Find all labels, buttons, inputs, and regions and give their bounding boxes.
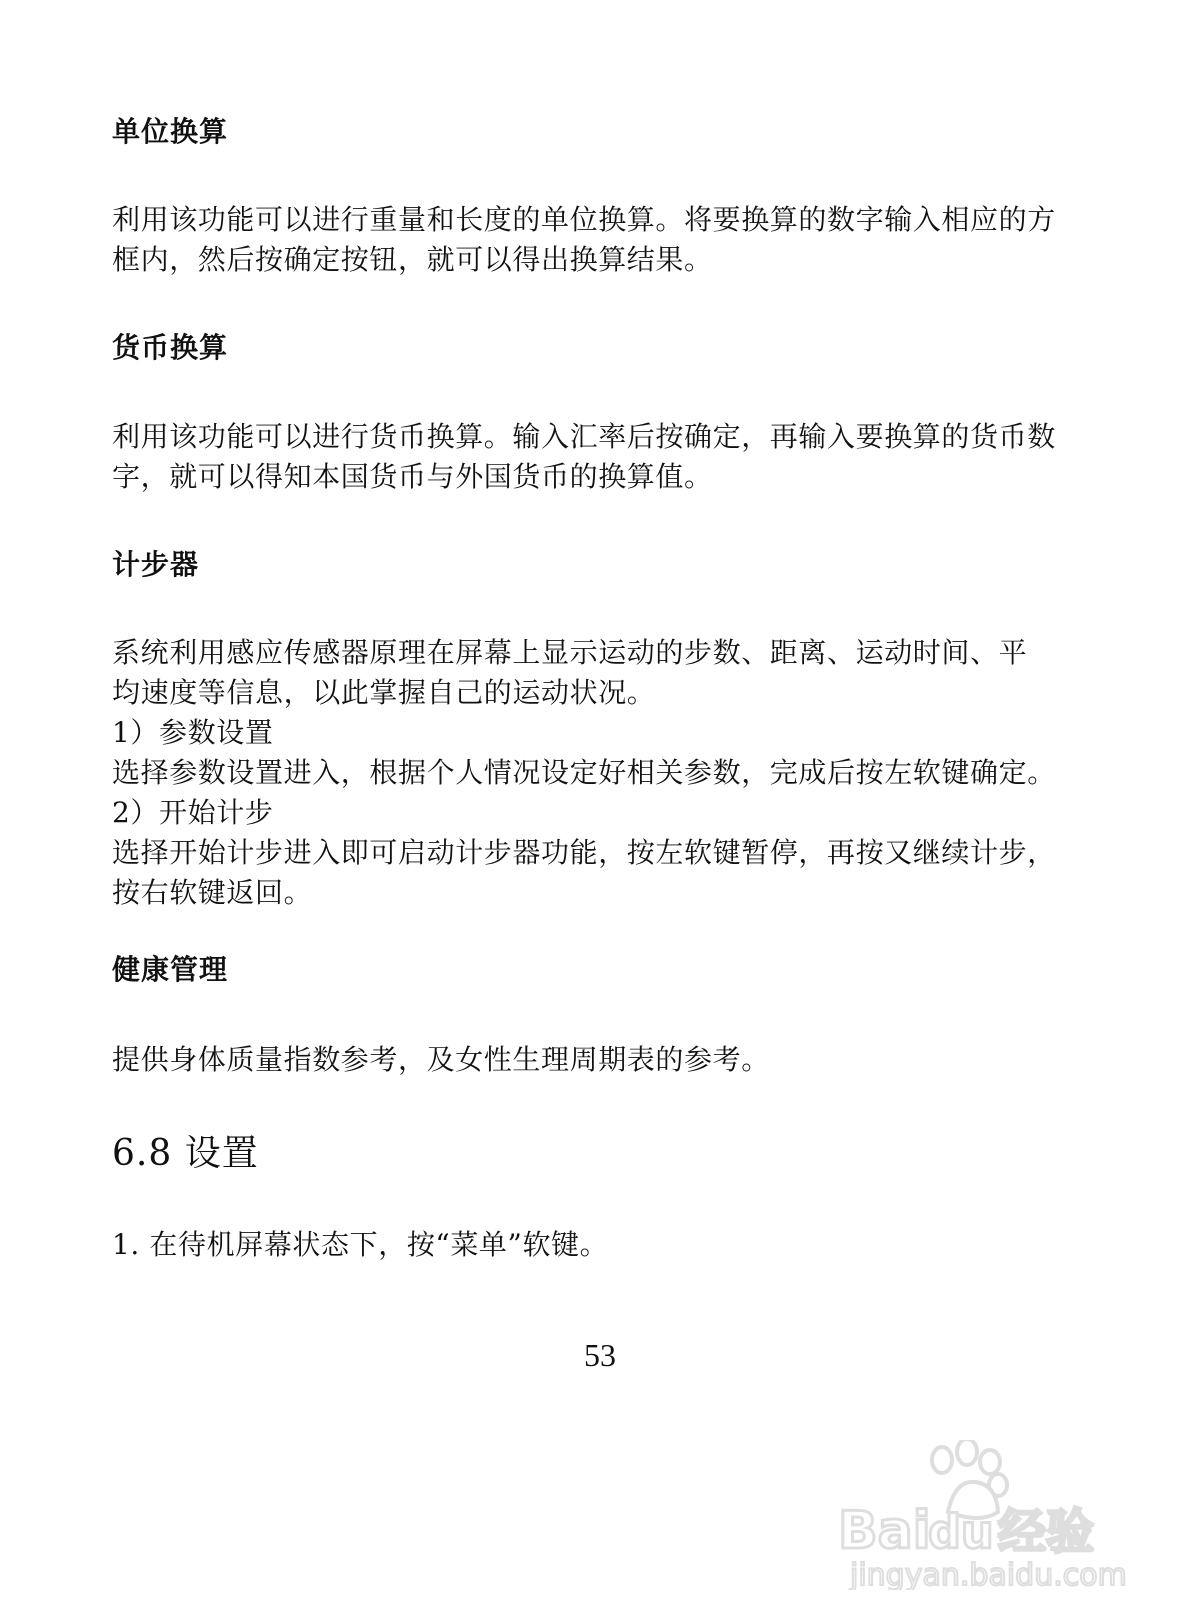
paragraph-line: 系统利用感应传感器原理在屏幕上显示运动的步数、距离、运动时间、平: [112, 636, 1028, 669]
paragraph-line: 2）开始计步: [112, 796, 274, 829]
baidu-jingyan-watermark: [830, 1440, 1130, 1590]
section-heading-unit-conversion: 单位换算: [112, 115, 229, 148]
section-heading-currency-conversion: 货币换算: [112, 331, 229, 364]
page-number: 53: [584, 1337, 616, 1373]
paragraph-line: 选择开始计步进入即可启动计步器功能，按左软键暂停，再按又继续计步，: [112, 836, 1056, 869]
paragraph-line: 选择参数设置进入，根据个人情况设定好相关参数，完成后按左软键确定。: [112, 756, 1056, 789]
section-body-pedometer: [112, 633, 1072, 913]
paragraph-line: 均速度等信息，以此掌握自己的运动状况。: [112, 676, 656, 709]
paragraph-line: 1. 在待机屏幕状态下，按“菜单”软键。: [112, 1228, 609, 1261]
watermark-brand-du: du: [928, 1505, 994, 1559]
chapter-title: 6.8 设置: [112, 1133, 259, 1174]
section-body-health-management: [112, 1040, 1072, 1080]
paragraph-line: 框内，然后按确定按钮，就可以得出换算结果。: [112, 243, 713, 276]
paragraph-line: 利用该功能可以进行货币换算。输入汇率后按确定，再输入要换算的货币数: [112, 420, 1056, 453]
paragraph-line: 利用该功能可以进行重量和长度的单位换算。将要换算的数字输入相应的方: [112, 203, 1056, 236]
section-body-currency-conversion: [112, 417, 1072, 497]
chapter-body: [112, 1225, 1072, 1265]
paragraph-line: 字，就可以得知本国货币与外国货币的换算值。: [112, 460, 713, 493]
watermark-url: jingyan.baidu.com: [850, 1558, 1127, 1590]
paragraph-line: 按右软键返回。: [112, 876, 313, 909]
section-heading-health-management: 健康管理: [112, 953, 229, 986]
paragraph-line: 提供身体质量指数参考，及女性生理周期表的参考。: [112, 1043, 770, 1076]
section-body-unit-conversion: [112, 200, 1072, 280]
paragraph-line: 1）参数设置: [112, 716, 274, 749]
section-heading-pedometer: 计步器: [112, 548, 200, 581]
watermark-brand-cn: 经验: [998, 1504, 1095, 1560]
watermark-brand-bai: Bai: [838, 1501, 931, 1561]
